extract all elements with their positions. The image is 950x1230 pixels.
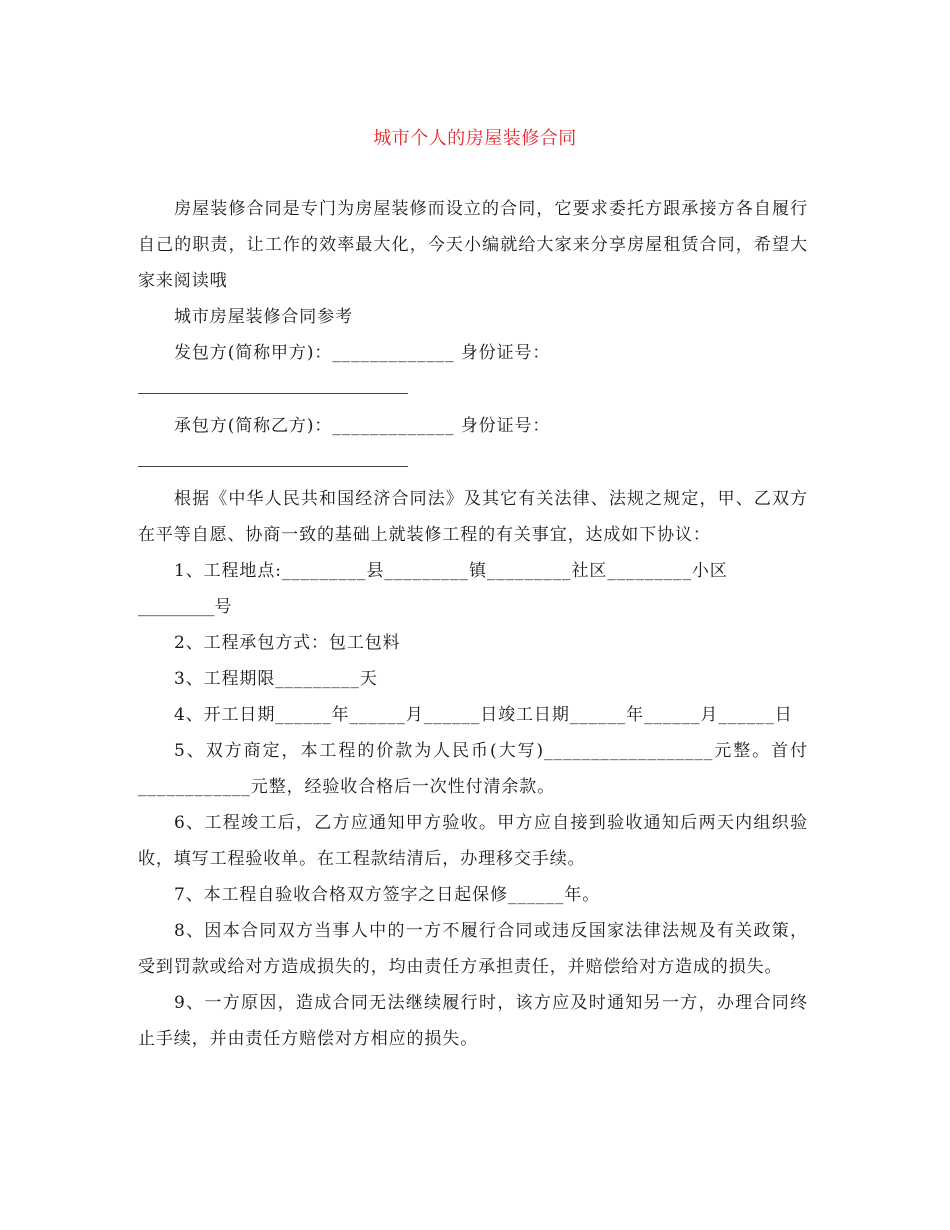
clause-7: 7、本工程自验收合格双方签字之日起保修______年。	[174, 885, 601, 905]
party-b-line: 承包方(简称乙方)：_____________ 身份证号：	[174, 416, 551, 436]
party-a-line: 发包方(简称甲方)：_____________ 身份证号：	[174, 343, 551, 363]
document-title: 城市个人的房屋装修合同	[373, 128, 577, 149]
clause-3: 3、工程期限_________天	[174, 669, 378, 689]
document-body	[138, 191, 808, 1057]
preamble-paragraph: 根据《中华人民共和国经济合同法》及其它有关法律、法规之规定，甲、乙双方在平等自愿、协商一致的基础上就装修工程的有关事宜，达成如下协议：	[138, 489, 808, 545]
clause-1-number: _________号	[138, 597, 232, 617]
clause-9: 9、一方原因，造成合同无法继续履行时，该方应及时通知另一方，办理合同终止手续，并由责任方赔偿对方相应的损失。	[138, 993, 808, 1049]
clause-6: 6、工程竣工后，乙方应通知甲方验收。甲方应自接到验收通知后两天内组织验收，填写工程验收单。在工程款结清后，办理移交手续。	[138, 813, 808, 869]
clause-5: 5、双方商定，本工程的价款为人民币(大写)__________________元整。首付____________元整，经验收合格后一次性付清余款。	[138, 741, 808, 797]
clause-2: 2、工程承包方式：包工包料	[174, 633, 401, 653]
clause-8: 8、因本合同双方当事人中的一方不履行合同或违反国家法律法规及有关政策，受到罚款或给对方造成损失的，均由责任方承担责任，并赔偿给对方造成的损失。	[138, 921, 808, 977]
clause-1-location: 1、工程地点:_________县_________镇_________社区_________小区	[174, 561, 728, 581]
subheading: 城市房屋装修合同参考	[174, 307, 353, 327]
party-b-id-blank	[138, 444, 408, 467]
party-a-id-blank	[138, 371, 408, 394]
intro-paragraph: 房屋装修合同是专门为房屋装修而设立的合同，它要求委托方跟承接方各自履行自己的职责，让工作的效率最大化，今天小编就给大家来分享房屋租赁合同，希望大家来阅读哦	[138, 199, 808, 291]
clause-4: 4、开工日期______年______月______日竣工日期______年______月______日	[174, 705, 793, 725]
